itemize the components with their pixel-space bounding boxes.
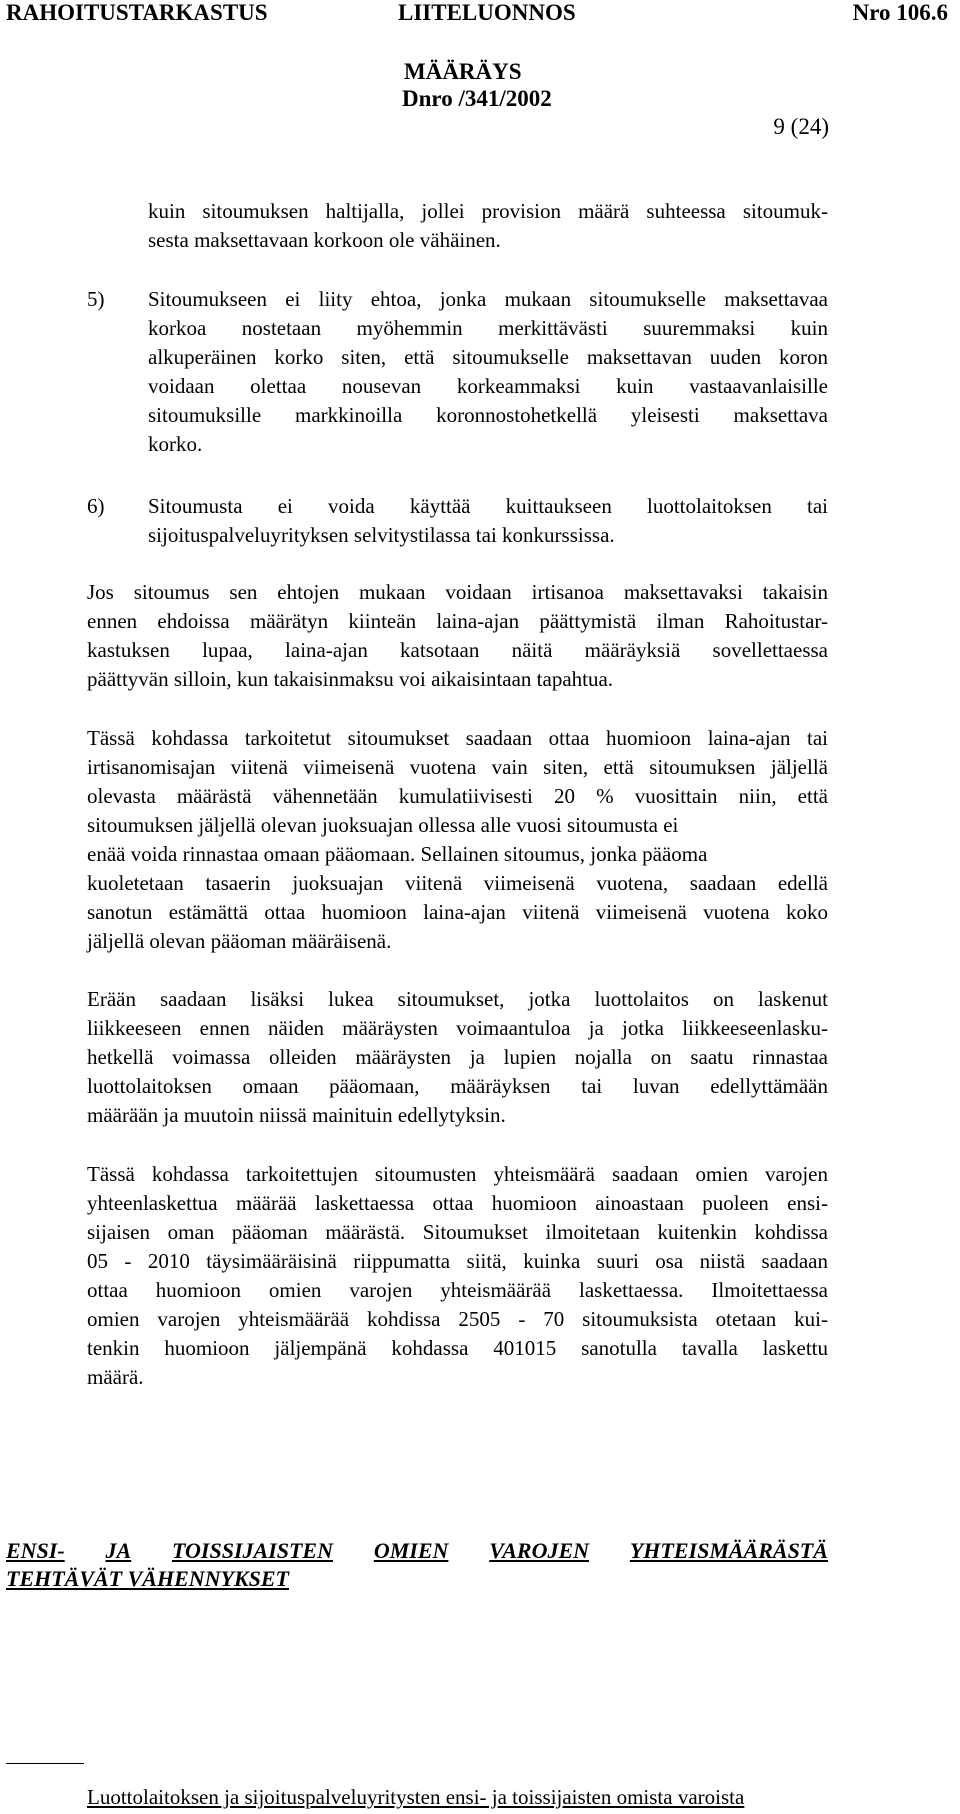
text-line: kuin sitoumuksen haltijalla, jollei provision määrä suhteessa sitoumuk- xyxy=(148,199,828,223)
text-line: Jos sitoumus sen ehtojen mukaan voidaan irtisanoa maksettavaksi takaisin xyxy=(87,580,828,604)
text-line: Erään saadaan lisäksi lukea sitoumukset, jotka luottolaitos on laskenut xyxy=(87,987,828,1011)
text-line: määrään ja muutoin niissä mainituin edellytyksin. xyxy=(87,1103,506,1127)
text-line: korko. xyxy=(148,432,203,456)
text-line: alkuperäinen korko siten, että sitoumukselle maksettavan uuden koron xyxy=(148,345,828,369)
paragraph-1 xyxy=(87,578,828,694)
text-line: luottolaitoksen omaan pääomaan, määräyksen tai luvan edellyttämään xyxy=(87,1074,828,1098)
list-item-text xyxy=(148,492,828,550)
text-line: tenkin huomioon jäljempänä kohdassa 401015 sanotulla tavalla laskettu xyxy=(87,1336,828,1360)
footnote-separator xyxy=(6,1763,84,1764)
text-line: sanotun estämättä ottaa huomioon laina-ajan viitenä viimeisenä vuotena koko xyxy=(87,900,828,924)
text-line: Sitoumusta ei voida käyttää kuittaukseen luottolaitoksen tai xyxy=(148,494,828,518)
text-line: ennen ehdoissa määrätyn kiinteän laina-ajan päättymistä ilman Rahoitustar- xyxy=(87,609,828,633)
text-line: kuoletetaan tasaerin juoksuajan viitenä viimeisenä vuotena, saadaan edellä xyxy=(87,871,828,895)
header-dnro: Dnro /341/2002 xyxy=(402,86,552,111)
text-line: sijoituspalveluyrityksen selvitystilassa tai konkurssissa. xyxy=(148,523,615,547)
text-line: ottaa huomioon omien varojen yhteismäärää laskettaessa. Ilmoitettaessa xyxy=(87,1278,828,1302)
heading-word: YHTEISMÄÄRÄSTÄ xyxy=(629,1538,828,1563)
text-line: omien varojen yhteismäärää kohdissa 2505 - 70 sitoumuksista otetaan kui- xyxy=(87,1307,828,1331)
text-line: päättyvän silloin, kun takaisinmaksu voi aikaisintaan tapahtua. xyxy=(87,667,614,691)
text-line: sitoumuksen jäljellä olevan juoksuajan ollessa alle vuosi sitoumusta ei xyxy=(87,813,679,837)
text-line: yhteenlaskettua määrää laskettaessa ottaa huomioon ainoastaan puoleen ensi- xyxy=(87,1191,828,1215)
continuation-paragraph xyxy=(148,197,828,255)
section-heading-line-2: TEHTÄVÄT VÄHENNYKSET xyxy=(6,1566,289,1591)
heading-word: JA xyxy=(105,1538,132,1563)
text-line: liikkeeseen ennen näiden määräysten voimaantuloa ja jotka liikkeeseenlasku- xyxy=(87,1016,828,1040)
text-line: jäljellä olevan pääoman määräisenä. xyxy=(87,929,392,953)
text-line: Tässä kohdassa tarkoitettujen sitoumusten yhteismäärä saadaan omien varojen xyxy=(87,1162,828,1186)
heading-word: TOISSIJAISTEN xyxy=(172,1538,333,1563)
heading-word: ENSI- xyxy=(6,1538,65,1563)
section-heading-line-1 xyxy=(6,1537,828,1565)
list-item-text xyxy=(148,285,828,459)
section-heading xyxy=(6,1537,828,1593)
text-line: olevasta määrästä vähennetään kumulatiivisesti 20 % vuosittain niin, että xyxy=(87,784,828,808)
list-item-number: 5) xyxy=(87,287,105,311)
text-line: enää voida rinnastaa omaan pääomaan. Sellainen sitoumus, jonka pääoma xyxy=(87,842,708,866)
text-line: korkoa nostetaan myöhemmin merkittävästi suuremmaksi kuin xyxy=(148,316,828,340)
footnote-text: Luottolaitoksen ja sijoituspalveluyritysten ensi- ja toissijaisten omista varoista xyxy=(87,1785,745,1809)
text-line: Sitoumukseen ei liity ehtoa, jonka mukaan sitoumukselle maksettavaa xyxy=(148,287,828,311)
heading-word: OMIEN xyxy=(373,1538,449,1563)
header-organization: RAHOITUSTARKASTUS xyxy=(6,0,268,25)
header-draft-label: LIITELUONNOS xyxy=(398,0,576,25)
text-line: kastuksen lupaa, laina-ajan katsotaan näitä määräyksiä sovellettaessa xyxy=(87,638,828,662)
text-line: sitoumuksille markkinoilla koronnostohetkellä yleisesti maksettava xyxy=(148,403,828,427)
paragraph-3 xyxy=(87,985,828,1130)
text-line: 05 - 2010 täysimääräisinä riippumatta siitä, kuinka suuri osa niistä saadaan xyxy=(87,1249,828,1273)
heading-word: VAROJEN xyxy=(489,1538,590,1563)
paragraph-2 xyxy=(87,724,828,956)
header-doc-type: MÄÄRÄYS xyxy=(404,59,522,84)
text-line: määrä. xyxy=(87,1365,144,1389)
text-line: hetkellä voimassa olleiden määräysten ja lupien nojalla on saatu rinnastaa xyxy=(87,1045,828,1069)
text-line: sijaisen oman pääoman määrästä. Sitoumukset ilmoitetaan kuitenkin kohdissa xyxy=(87,1220,828,1244)
text-line: sesta maksettavaan korkoon ole vähäinen. xyxy=(148,228,501,252)
header-number: Nro 106.6 xyxy=(852,0,948,25)
page-number: 9 (24) xyxy=(773,114,829,139)
paragraph-4 xyxy=(87,1160,828,1392)
text-line: voidaan olettaa nousevan korkeammaksi kuin vastaavanlaisille xyxy=(148,374,828,398)
list-item-number: 6) xyxy=(87,494,105,518)
text-line: irtisanomisajan viitenä viimeisenä vuotena vain siten, että sitoumuksen jäljellä xyxy=(87,755,828,779)
text-line: Tässä kohdassa tarkoitetut sitoumukset saadaan ottaa huomioon laina-ajan tai xyxy=(87,726,828,750)
